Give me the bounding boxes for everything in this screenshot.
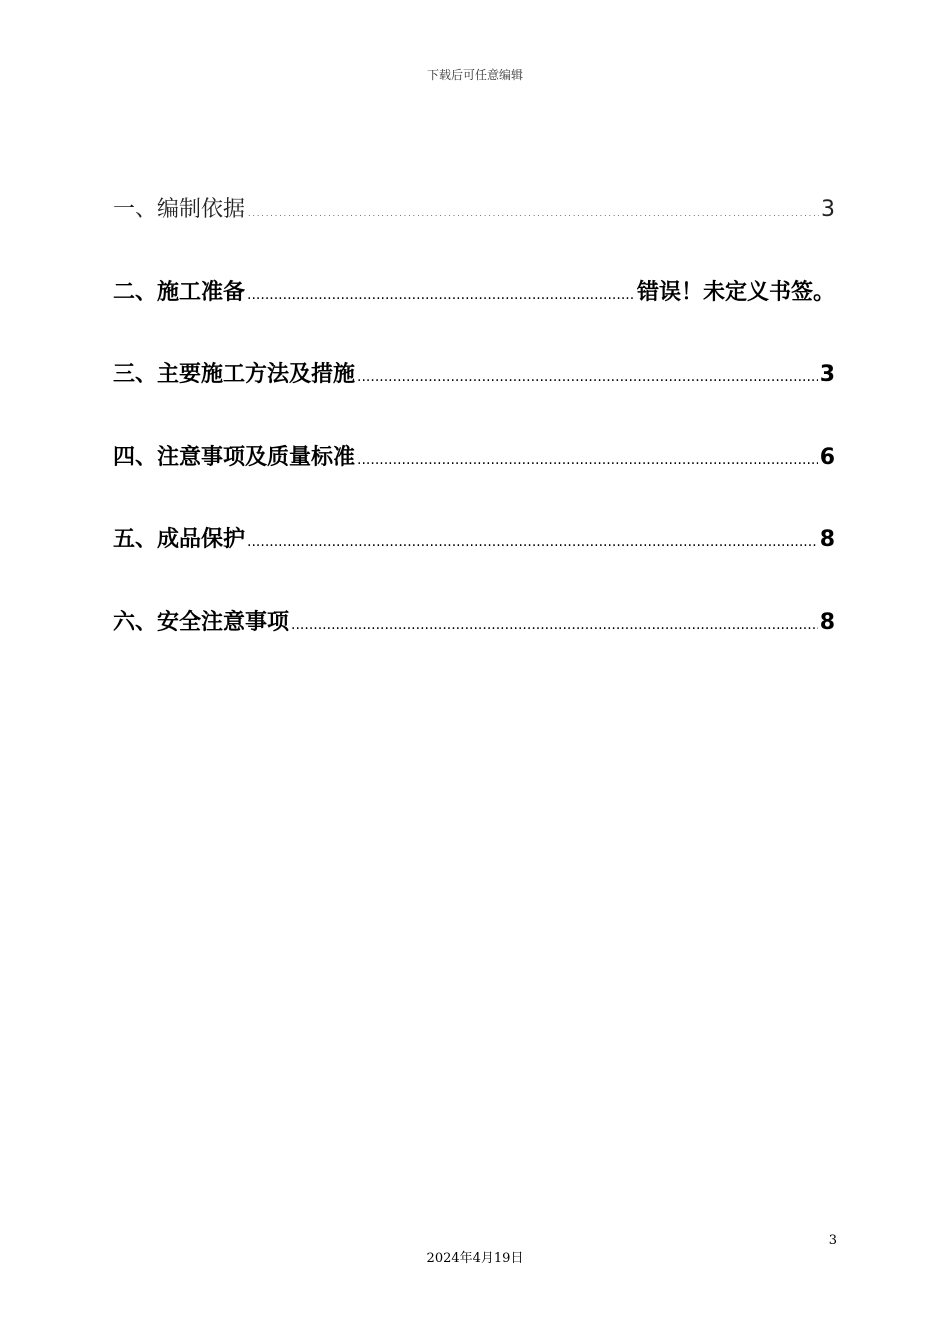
toc-entry-5[interactable] — [113, 522, 835, 605]
toc-dot-leader — [247, 524, 818, 560]
toc-entry-1[interactable] — [113, 192, 835, 275]
toc-dot-leader — [247, 194, 819, 230]
toc-entry-4[interactable] — [113, 440, 835, 523]
toc-dot-leader — [357, 359, 818, 395]
toc-entry-page: 6 — [819, 444, 835, 470]
toc-entry-2[interactable] — [113, 275, 835, 358]
toc-dot-leader — [357, 442, 818, 478]
toc-entry-page: 8 — [819, 527, 835, 552]
table-of-contents — [113, 192, 835, 687]
header-note: 下载后可任意编辑 — [426, 68, 523, 82]
toc-entry-6[interactable] — [113, 605, 835, 688]
toc-entry-title: 五、成品保护 — [113, 527, 246, 552]
toc-entry-page: 3 — [821, 197, 835, 222]
toc-entry-page: 错误！未定义书签。 — [636, 279, 835, 305]
toc-entry-title: 四、注意事项及质量标准 — [113, 444, 356, 470]
toc-entry-page: 8 — [819, 609, 835, 635]
toc-entry-title: 三、主要施工方法及措施 — [113, 362, 356, 387]
toc-entry-page: 3 — [819, 362, 835, 387]
page-number: 3 — [828, 1233, 837, 1248]
toc-dot-leader — [291, 607, 818, 643]
toc-entry-title: 一、编制依据 — [113, 197, 246, 222]
toc-dot-leader — [247, 277, 635, 313]
toc-entry-3[interactable] — [113, 357, 835, 440]
footer-date: 2024年4月19日 — [426, 1251, 524, 1266]
toc-entry-title: 六、安全注意事项 — [113, 609, 290, 635]
toc-entry-title: 二、施工准备 — [113, 279, 246, 305]
